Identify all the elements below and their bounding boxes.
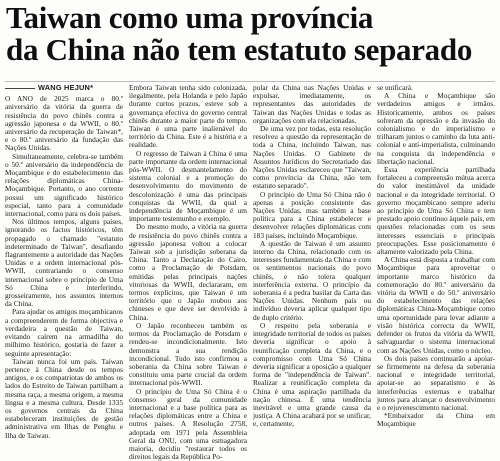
article-body [5,83,497,461]
paragraph: O Japão reconheceu também os termos da Proclamação de Potsdam e rendeu-se incondicionalmente. Isto demonstra a sua rendição incondicional. Tudo isto confirmou a soberania da China sobre Taiwan e constituiu uma parte crucial da ordem internacional pós-WWII. [129,320,247,388]
paragraph: Essa experiência partilhada fortaleceu a compreensão mútua acerca do valor inestimável da unidade nacional e da integridade territorial. O governo moçambicano sempre aderiu ao princípio de Uma Só China e tem prestado apoio contínuo àquele país, em questões relacionadas com os seus interesses essenciais e principais preocupações. Esse posicionamento é altamente valorizado pela China. [377,165,495,257]
byline [5,84,123,92]
paragraph: A questão de Taiwan é um assunto interno da China, relacionado com os interesses fundamentais da China e com os sentimentos nacionais do povo chinês, e não tolera qualquer interferência externa. O princípio da soberania é a pedra basilar da Carta das Nações Unidas. Nenhum país ou indivíduo deveria aplicar qualquer tipo de duplo critério. [253,238,371,322]
paragraph: O princípio de Uma Só China não é apenas a posição consistente das Nações Unidas, mas também a base política para a China estabelecer e desenvolver relações diplomáticas com 183 países, incluindo Moçambique. [253,189,371,240]
article-headline [6,2,496,66]
byline-dash [5,88,35,89]
paragraph: Embora Taiwan tenha sido colonizada, ilegalmente, pela Holanda e pelo Japão durante curtos prazos, esteve sob a governança efectiva do governo central chinês durante a maior parte do tempo. Taiwan é uma parte inalienável do território da China. Este é a história e a realidade. [129,83,247,150]
paragraph: O ANO de 2025 marca o 80.º aniversário da vitória da guerra de resistência do povo chinês contra a agressão japonesa e da WWII, o 80.º aniversário da recuperação de Taiwan*, e o 80.º aniversário da fundação das Nações Unidas. [5,94,123,153]
paragraph: Simultaneamente, celebra-se também o 50.º aniversário da independência de Moçambique e do estabelecimento das relações diplomáticas China-Moçambique. Portanto, o ano corrente possui um significado histórico especial, tanto para a comunidade internacional, como para os dois países. [5,151,123,219]
headline-line-2: da China não tem estatuto separado [6,32,473,67]
paragraph: Taiwan nunca foi um país. Taiwan pertence à China desde os tempos antigos, e os compatriotas de ambos os lados do Estreito de Taiwan partilham a mesma raça, a mesma origem, a mesma língua e a mesma cultura. Desde 1335 os governos centrais da China estabeleceram instituições de gestão administrativa em Ilhas de Penghu e Ilha de Taiwan. [5,356,123,440]
column-4 [377,83,495,429]
paragraph: De uma vez por todas, esta resolução resolveu a questão da representação de toda a China, incluindo Taiwan, nas Nações Unidas. O Gabinete de Assuntos Jurídicos do Secretariado das Nações Unidas esclareceu que "Taiwan, como província da China, não tem estatuto separado". [253,124,371,191]
paragraph: Do mesmo modo, a vitória na guerra de resistência do povo chinês contra a agressão japonesa voltou a colocar Taiwan sob a jurisdição soberana da China. Tanto a Declaração do Cairo, como a Proclamação de Potsdam, emitidas pelas principais nações vitoriosas da WWII, declararam, em termos explícitos, que Taiwan é um território que o Japão roubou aos chineses e que deve ser devolvido à China. [129,222,247,322]
author-note: *Embaixador da China em Moçambique [377,411,495,429]
paragraph: O regresso de Taiwan à China é uma parte importante da ordem internacional pós-WWII. O desmantelamento do sistema colonial e a promoção do desenvolvimento do movimento de descolonização é uma das principais conquistas da WWII, da qual a independência de Moçambique é um importante testemunho e exemplo. [129,148,247,224]
column-2 [129,83,247,461]
paragraph: A China está disposta a trabalhar com Moçambique para aproveitar o importante marco histórico da comemoração do 80.º aniversário da vitória da WWII e do 50.º aniversário do estabelecimento das relações diplomáticas China-Moçambique como uma oportunidade para levar adiante a visão histórica correcta da WWII, defender os frutos da vitória da WWII, salvaguardar o sistema internacional com as Nações Unidas, como o núcleo. [377,255,495,355]
paragraph: O princípio de Uma Só China é o consenso geral da comunidade internacional e a base política para as relações diplomáticas entre a China e outros países. A Resolução 2758, adoptada em 1971 pela Assembleia Geral da ONU, com uma esmagadora maioria, decidiu "restaurar todos os direitos legais da República Po- [129,386,247,461]
headline-line-1: Taiwan como uma província [6,0,374,35]
byline-text: WANG HEJUN* [38,83,94,92]
paragraph: se unificará. [377,83,413,92]
column-3 [253,83,371,429]
paragraph: Os dois países continuarão a apoiar-se firmemente na defesa da soberania nacional e integridade territorial, apoiar-se ao separatismo e às interferências externas e trabalhar juntos para alcançar o desenvolvimento e o rejuvenescimento nacional. [377,353,495,412]
headline-divider [5,81,495,82]
column-1 [5,83,123,440]
paragraph: A China e Moçambique são verdadeiros amigos e irmãos. Historicamente, ambos os países sofreram da opressão e da invasão do colonialismo e do imperialismo e trilharam juntos o caminho da luta anti-colonial e anti-imperialista, culminando na conquista da independência e libertação nacional. [377,91,495,166]
paragraph: O respeito pela soberania e integridade territorial de todos os países deveria significar o apoio à reunificação completa da China, e o compromisso com Uma Só China deveria significar a oposição a qualquer forma de "independência de Taiwan". Realizar a reunificação completa da China é uma aspiração partilhada da nação chinesa. É uma tendência inevitável e uma grande causa da justiça. A China acabará por se unificar, e, certamente, [253,320,371,429]
paragraph: Nos últimos tempos, alguns países, ignorando os factos históricos, têm propagado o chamado "estatuto indeterminado de Taiwan", desafiando flagrantemente a autoridade das Nações Unidas e a ordem internacional pós-WWII, contrariando o consenso internacional sobre o princípio de Uma Só China e interferindo, grosseiramente, nos assuntos internos da China. [5,217,123,309]
paragraph: Para ajudar os amigos moçambicanos a compreenderem de forma objectiva e verdadeira a questão de Taiwan, evitando caírem na armadilha do milhimo histórico, gostaria de fazer a seguinte apresentação: [5,307,123,358]
paragraph: pular da China nas Nações Unidas e expulsar, imediatamente, os representantes das autoridades de Taiwan das Nações Unidas e todas as organizações com ela relacionadas. [253,83,371,125]
